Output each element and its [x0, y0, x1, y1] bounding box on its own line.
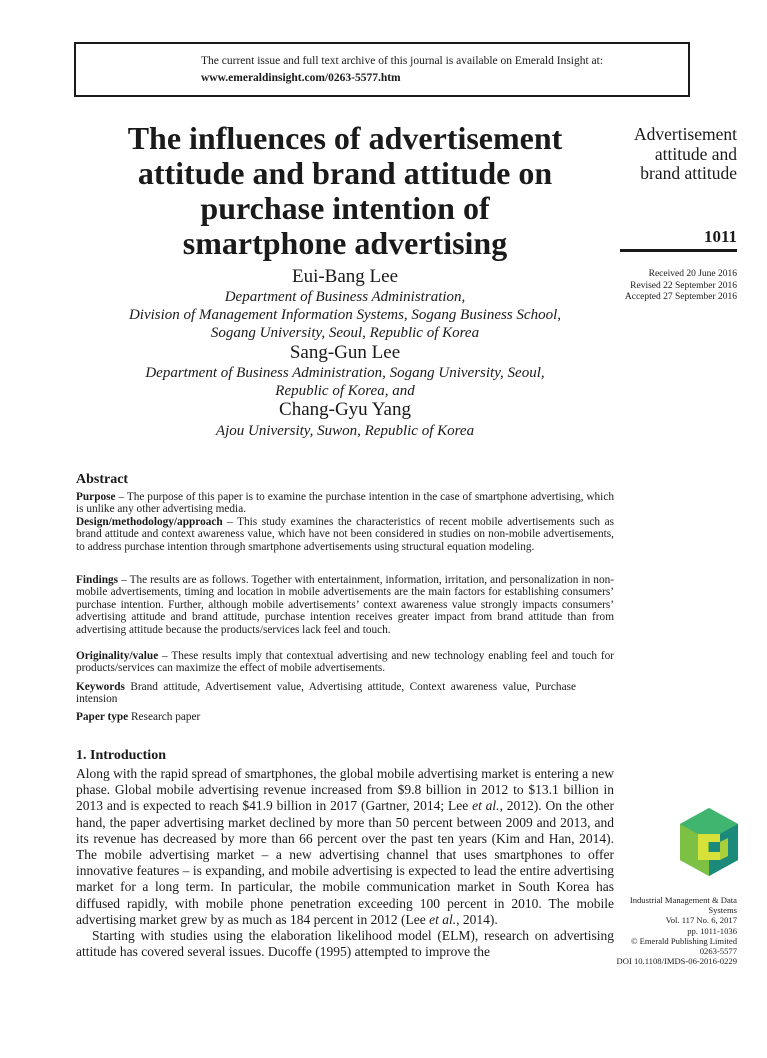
- accepted-date: Accepted 27 September 2016: [624, 292, 737, 302]
- introduction-heading: 1. Introduction: [76, 748, 166, 763]
- page-number-rule: [620, 249, 737, 252]
- emerald-logo: [678, 806, 740, 878]
- abstract-design: Design/methodology/approach – This study examines the characteristics of recent mobile advertisements such as brand attitude and context awareness value, which have not been considered in studies on non-mobile advertisements, to address purchase intention through smartphone advertisements using structural equation modeling.: [76, 516, 614, 553]
- title-line: smartphone advertising: [182, 225, 508, 261]
- author-name-1: Eui-Bang Lee: [291, 266, 399, 287]
- access-notice: The current issue and full text archive of this journal is available on Emerald Insight at:: [201, 55, 604, 67]
- author-affiliation-3: Ajou University, Suwon, Republic of Korea: [215, 423, 475, 439]
- abstract-findings: Findings – The results are as follows. Together with entertainment, information, irritation, and personalization in non-mobile advertisements, timing and location in mobile advertisements are the main factors for establishing consumers’ purchase intention. Further, although mobile advertisements’ context awareness value strongly impacts consumers’ advertising attitude and brand attitude, purchase intention receives greater impact from brand attitude than from advertising attitude because the products/services lack feel and touch.: [76, 574, 614, 636]
- author-affiliation-1: Department of Business Administration, Division of Management Information Systems, Sogang Business School, Sogang University, Seoul, Republic of Korea: [128, 289, 562, 341]
- journal-volume: Vol. 117 No. 6, 2017: [665, 915, 737, 926]
- received-date: Received 20 June 2016: [648, 269, 737, 279]
- journal-name-cont: Systems: [708, 905, 737, 916]
- author-name-2: Sang-Gun Lee: [289, 342, 401, 363]
- abstract-originality: Originality/value – These results imply that contextual advertising and new technology enabling feel and touch for products/services can maximize the effect of mobile advertisements.: [76, 650, 614, 675]
- intro-paragraph-2: Starting with studies using the elaboration likelihood model (ELM), research on advertising attitude has covered several issues. Ducoffe (1995) attempted to improve the: [76, 928, 614, 960]
- introduction-body: [76, 766, 614, 960]
- title-line: The influences of advertisement: [127, 120, 563, 156]
- revised-date: Revised 22 September 2016: [630, 280, 737, 291]
- journal-issn: 0263-5577: [699, 946, 737, 957]
- journal-name: Industrial Management & Data: [629, 895, 737, 905]
- journal-doi[interactable]: DOI 10.1108/IMDS-06-2016-0229: [616, 956, 737, 967]
- journal-access-box: [74, 42, 690, 97]
- article-title: [76, 121, 614, 261]
- author-affiliation-2: Department of Business Administration, Sogang University, Seoul, Republic of Korea, and: [145, 365, 545, 399]
- title-line: purchase intention of: [200, 190, 490, 226]
- submission-dates: [600, 269, 737, 304]
- abstract-heading: Abstract: [76, 472, 129, 487]
- journal-info: [600, 895, 737, 966]
- page-number: 1011: [703, 227, 737, 246]
- abstract-paper-type: Paper type Research paper: [76, 711, 201, 723]
- abstract-keywords: Keywords Brand attitude, Advertisement value, Advertising attitude, Context awareness value, Purchase intension: [76, 681, 576, 706]
- journal-pages: pp. 1011-1036: [687, 925, 737, 936]
- author-name-3: Chang-Gyu Yang: [279, 399, 411, 420]
- title-line: attitude and brand attitude on: [137, 155, 553, 191]
- abstract-purpose: Purpose – The purpose of this paper is to examine the purchase intention in the case of smartphone advertising, which is unlike any other advertising media.: [76, 491, 614, 516]
- intro-paragraph-1: Along with the rapid spread of smartphones, the global mobile advertising market is entering a new phase. Global mobile advertising revenue increased from $9.8 billion in 2012 to $13.1 billion in 2013 and is expected to reach $41.9 billion in 2017 (Gartner, 2014; Lee et al., 2012). On the other hand, the paper advertising market declined by more than 50 percent between 2009 and 2013, and its revenue has decreased by more than 66 percent over the past ten years (Kim and Han, 2014). The mobile advertising market – a new advertising channel that uses smartphones to offer innovative features – is expanding, and mobile advertising is expected to lead the entire advertising market for a long term. In particular, the mobile communication market in South Korea has diffused rapidly, with mobile phone penetration exceeding 100 percent in 2010. The mobile advertising market grew by as much as 184 percent in 2012 (Lee et al., 2014).: [76, 766, 614, 927]
- journal-copyright: © Emerald Publishing Limited: [630, 935, 737, 946]
- journal-url[interactable]: www.emeraldinsight.com/0263-5577.htm: [201, 72, 401, 84]
- running-head: Advertisement attitude and brand attitude: [633, 124, 737, 183]
